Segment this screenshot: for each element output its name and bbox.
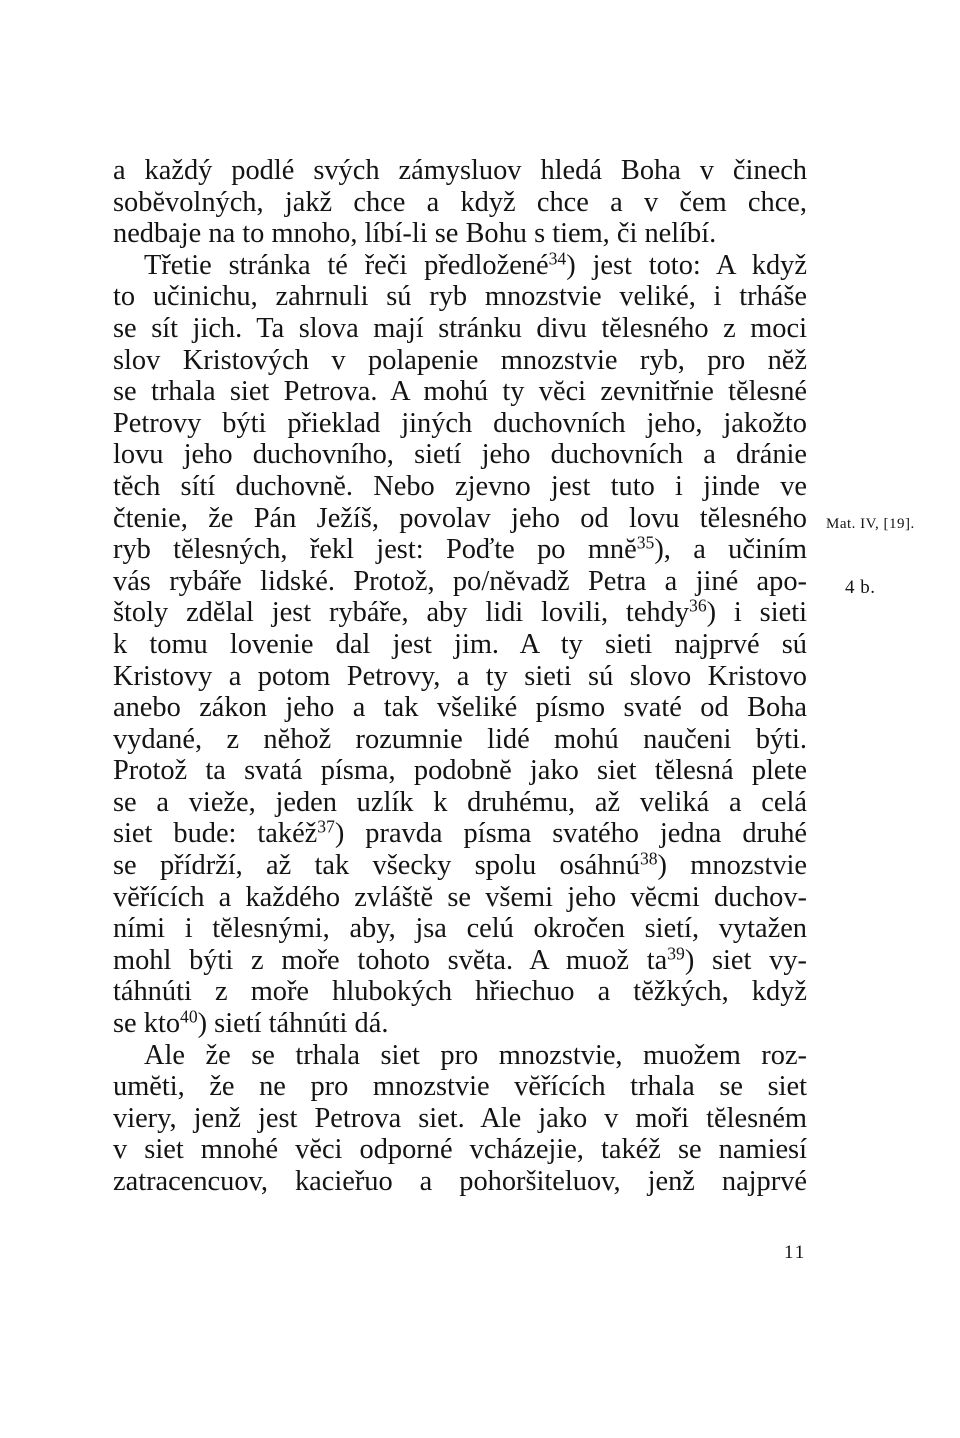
text-line [113, 566, 807, 598]
margin-note-folio: 4 b. [845, 577, 876, 598]
text-line [113, 187, 807, 219]
line-text: se přídrží, až tak všecky spolu osáhnú [113, 850, 640, 882]
text-line [113, 661, 807, 693]
line-text: ), a učiním [654, 534, 808, 566]
text-line [113, 281, 807, 313]
line-text: k tomu lovenie dal jest jim. A ty sieti najprvé sú [113, 628, 807, 660]
text-line [113, 250, 807, 282]
footnote-marker: 39 [667, 943, 685, 964]
footnote-marker: 38 [639, 848, 658, 869]
line-text: umĕti, že ne pro mnozstvie vĕřících trhala se siet [113, 1071, 807, 1103]
line-text: ) sietí táhnúti dá. [197, 1008, 389, 1040]
footnote-marker: 40 [180, 1006, 198, 1027]
line-text: mohl býti z moře tohoto svĕta. A muož ta [113, 944, 668, 976]
line-text: čtenie, že Pán Ježíš, povolav jeho od lovu tĕlesného [113, 502, 807, 534]
line-text: táhnúti z moře hlubokých hřiechuo a tĕžkých, když [113, 976, 807, 1008]
text-line [113, 439, 807, 471]
line-text: Protož ta svatá písma, podobnĕ jako siet tĕlesná plete [113, 755, 807, 787]
line-text: ) jest toto: A když [566, 249, 807, 281]
page-number: 11 [784, 1242, 807, 1263]
text-line [113, 376, 807, 408]
line-text: ) mnozstvie [657, 850, 808, 882]
line-text: se trhala siet Petrova. A mohú ty vĕci zevnitřnie tĕlesné [113, 376, 807, 408]
line-text: vĕřících a každého zvláštĕ se všemi jeho vĕcmi duchov- [113, 881, 807, 913]
text-line [113, 1040, 807, 1072]
line-text: se kto [113, 1008, 181, 1040]
text-line [113, 1134, 807, 1166]
footnote-marker: 36 [689, 595, 707, 616]
line-text: lovu jeho duchovního, sietí jeho duchovních a dránie [113, 439, 807, 471]
text-line [113, 345, 807, 377]
line-text: Kristovy a potom Petrovy, a ty sieti sú slovo Kristovo [113, 660, 807, 692]
text-line [113, 724, 807, 756]
line-text: viery, jenž jest Petrova siet. Ale jako v moři tĕlesném [113, 1102, 807, 1134]
line-text: vydané, z nĕhož rozumnie lidé mohú naučeni býti. [113, 723, 807, 755]
footnote-marker: 37 [317, 816, 335, 837]
text-line [113, 818, 807, 850]
line-text: ) pravda písma svatého jedna druhé [334, 818, 807, 850]
text-line [113, 850, 807, 882]
line-text: sobĕvolných, jakž chce a když chce a v čem chce, [113, 186, 807, 218]
text-line [113, 976, 807, 1008]
line-text: a každý podlé svých zámysluov hledá Boha v činech [113, 155, 807, 186]
text-line [113, 503, 807, 535]
text-line [113, 945, 807, 977]
line-text: anebo zákon jeho a tak všeliké písmo svaté od Boha [113, 692, 807, 724]
line-text: slov Kristových v polapenie mnozstvie ryb, pro nĕž [113, 344, 807, 376]
text-line [113, 787, 807, 819]
text-line [113, 408, 807, 440]
text-line [113, 913, 807, 945]
line-text: se sít jich. Ta slova mají stránku divu tĕlesného z moci [113, 312, 807, 344]
line-text: Ale že se trhala siet pro mnozstvie, muožem roz- [144, 1039, 807, 1071]
text-line [113, 882, 807, 914]
footnote-marker: 34 [548, 248, 567, 269]
text-line [113, 1166, 807, 1198]
line-text: se a vieže, jeden uzlík k druhému, až veliká a celá [113, 786, 807, 818]
text-line [113, 1071, 807, 1103]
line-text: ) i sieti [706, 597, 807, 629]
line-text: tĕch sítí duchovnĕ. Nebo zjevno jest tuto i jinde ve [113, 470, 807, 502]
text-line [113, 1008, 807, 1040]
text-line [113, 218, 807, 250]
text-line [113, 692, 807, 724]
line-text: Petrovy býti přieklad jiných duchovních jeho, jakožto [113, 407, 807, 439]
text-line [113, 1103, 807, 1135]
text-line [113, 155, 807, 187]
text-line [113, 629, 807, 661]
text-line [113, 597, 807, 629]
line-text: štoly zdĕlal jest rybáře, aby lidi lovili, tehdy [113, 597, 690, 629]
text-line [113, 313, 807, 345]
line-text: Třetie stránka té řeči předložené [144, 249, 549, 281]
line-text: zatracencuov, kacieřuo a pohoršiteluov, jenž najprvé [113, 1166, 807, 1197]
line-text: vás rybáře lidské. Protož, po/nĕvadž Petra a jiné apo- [113, 565, 807, 597]
body-text [113, 155, 807, 1198]
line-text: v siet mnohé vĕci odporné vcházejie, takéž se namiesí [113, 1134, 807, 1166]
footnote-marker: 35 [636, 532, 655, 553]
text-line [113, 755, 807, 787]
line-text: ryb tĕlesných, řekl jest: Poďte po mnĕ [113, 534, 637, 566]
text-line [113, 471, 807, 503]
line-text: ními i tĕlesnými, aby, jsa celú okročen sietí, vytažen [113, 913, 807, 945]
margin-note-bible-reference: Mat. IV, [19]. [826, 516, 915, 532]
text-line [113, 534, 807, 566]
line-text: siet bude: takéž [113, 818, 318, 850]
line-text: ) siet vy- [684, 944, 807, 976]
line-text: to učinichu, zahrnuli sú ryb mnozstvie veliké, i trháše [113, 281, 807, 313]
line-text: nedbaje na to mnoho, líbí-li se Bohu s tiem, či nelíbí. [113, 218, 717, 250]
